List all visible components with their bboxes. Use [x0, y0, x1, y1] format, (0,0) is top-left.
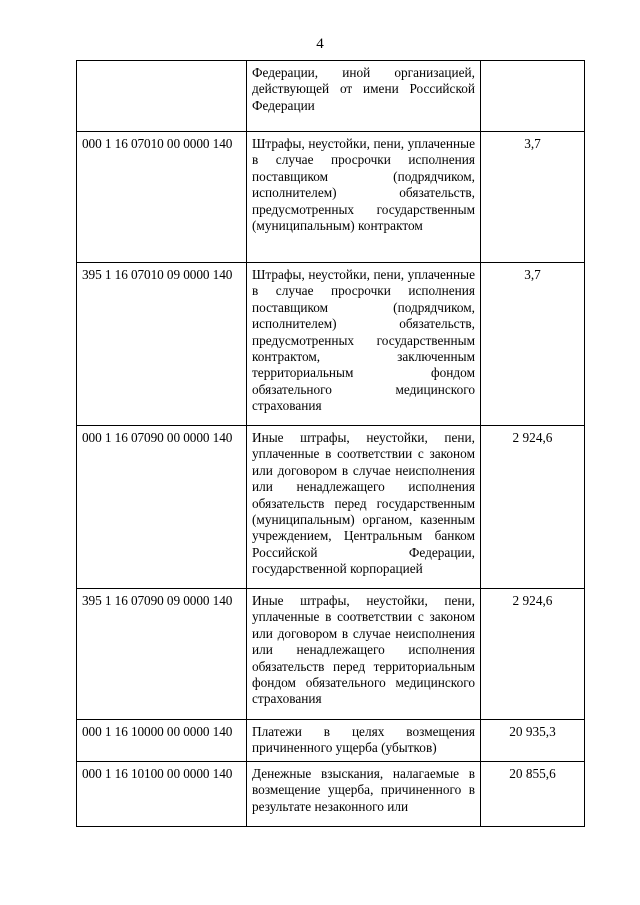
amount-cell: 20 855,6 [481, 761, 585, 826]
budget-revenue-table [76, 60, 585, 827]
revenue-name-cell: Штрафы, неустойки, пени, уплаченные в случае просрочки исполнения поставщиком (подрядчиком, исполнителем) обязательств, предусмотренных государственным контрактом, заключенным территориальным фондом обязательного медицинского страхования [247, 263, 481, 426]
amount-cell: 2 924,6 [481, 426, 585, 589]
table-row [77, 263, 585, 426]
classification-code-cell: 000 1 16 10100 00 0000 140 [77, 761, 247, 826]
table-row [77, 426, 585, 589]
revenue-name-cell: Иные штрафы, неустойки, пени, уплаченные в соответствии с законом или договором в случае неисполнения или ненадлежащего исполнения обязательств перед государственным (муниципальным) органом, казенным учреждением, Центральным банком Российской Федерации, государственной корпорацией [247, 426, 481, 589]
classification-code-cell: 395 1 16 07010 09 0000 140 [77, 263, 247, 426]
amount-cell: 20 935,3 [481, 720, 585, 762]
revenue-name-cell: Штрафы, неустойки, пени, уплаченные в случае просрочки исполнения поставщиком (подрядчиком, исполнителем) обязательств, предусмотренных государственным (муниципальным) контрактом [247, 132, 481, 263]
amount-cell: 3,7 [481, 263, 585, 426]
table-row [77, 761, 585, 826]
revenue-name-cell: Денежные взыскания, налагаемые в возмещение ущерба, причиненного в результате незаконного или [247, 761, 481, 826]
classification-code-cell [77, 61, 247, 132]
table-row [77, 720, 585, 762]
classification-code-cell: 395 1 16 07090 09 0000 140 [77, 589, 247, 720]
table-row [77, 589, 585, 720]
table-row [77, 132, 585, 263]
page-number: 4 [316, 36, 324, 52]
revenue-name-cell: Иные штрафы, неустойки, пени, уплаченные в соответствии с законом или договором в случае неисполнения или ненадлежащего исполнения обязательств перед территориальным фондом обязательного медицинского страхования [247, 589, 481, 720]
classification-code-cell: 000 1 16 07090 00 0000 140 [77, 426, 247, 589]
revenue-name-cell: Платежи в целях возмещения причиненного ущерба (убытков) [247, 720, 481, 762]
table-row [77, 61, 585, 132]
revenue-name-cell: Федерации, иной организацией, действующей от имени Российской Федерации [247, 61, 481, 132]
amount-cell: 3,7 [481, 132, 585, 263]
amount-cell [481, 61, 585, 132]
classification-code-cell: 000 1 16 10000 00 0000 140 [77, 720, 247, 762]
amount-cell: 2 924,6 [481, 589, 585, 720]
classification-code-cell: 000 1 16 07010 00 0000 140 [77, 132, 247, 263]
